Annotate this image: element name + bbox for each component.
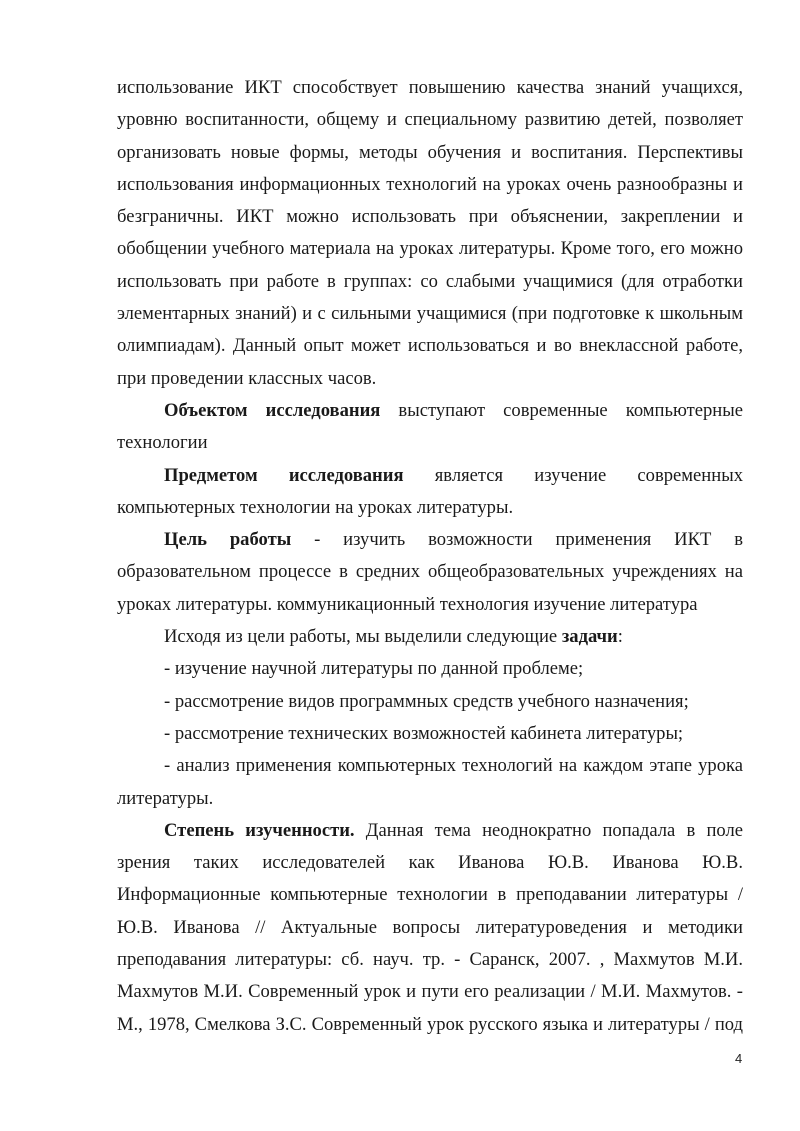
tasks-intro-bold: задачи [561,626,618,648]
degree-of-study-text: Данная тема неоднократно попадала в поле зрения таких исследователей как Иванова Ю.В. Иванова Ю.В. Информационные компьютерные технологии в преподавании литературы / Ю.В. Иванова // Актуальные вопросы литературоведения и методики преподавания литературы: сб. науч. тр. - Саранск, 2007. , Махмутов М.И. Махмутов М.И. Современный урок и пути его реализации / М.И. Махмутов. - М., 1978, Смелкова З.С. Современный урок русского языка и литературы / под [117,819,744,1035]
research-object-label: Объектом исследования [164,399,381,421]
document-page [117,72,743,1041]
task-item: - рассмотрение видов программных средств учебного назначения; [164,690,689,712]
tasks-intro-text: Исходя из цели работы, мы выделили следующие [164,626,562,648]
research-object-text: выступают современные компьютерные технологии [117,399,743,454]
research-subject-label: Предметом исследования [164,464,404,486]
tasks-intro-paragraph [117,621,743,653]
task-item: - изучение научной литературы по данной проблеме; [164,658,584,680]
research-subject-paragraph [117,460,743,525]
work-goal-paragraph [117,524,743,621]
work-goal-text: - изучить возможности применения ИКТ в образовательном процессе в средних общеобразовательных учреждениях на уроках литературы. коммуникационный технология изучение литература [117,529,743,615]
work-goal-label: Цель работы [164,529,292,551]
page-number: 4 [735,1051,743,1066]
degree-of-study-paragraph [117,815,743,1041]
research-subject-text: является изучение современных компьютерных технологии на уроках литературы. [117,464,743,518]
intro-paragraph: использование ИКТ способствует повышению качества знаний учащихся, уровню воспитанности, общему и специальному развитию детей, позволяет организовать новые формы, методы обучения и воспитания. Перспективы использования информационных технологий на уроках очень разнообразны и безграничны. ИКТ можно использовать при объяснении, закреплении и обобщении учебного материала на уроках литературы. Кроме того, его можно использовать при работе в группах: со слабыми учащимися (для отработки элементарных знаний) и с сильными учащимися (при подготовке к школьным олимпиадам). Данный опыт может использоваться и во внеклассной работе, при проведении классных часов. [117,77,743,389]
research-object-paragraph [117,395,743,460]
tasks-intro-end: : [617,626,623,648]
task-item: - анализ применения компьютерных технологий на каждом этапе урока литературы. [117,755,743,809]
task-item: - рассмотрение технических возможностей кабинета литературы; [164,722,684,744]
degree-of-study-label: Степень изученности. [164,819,355,841]
